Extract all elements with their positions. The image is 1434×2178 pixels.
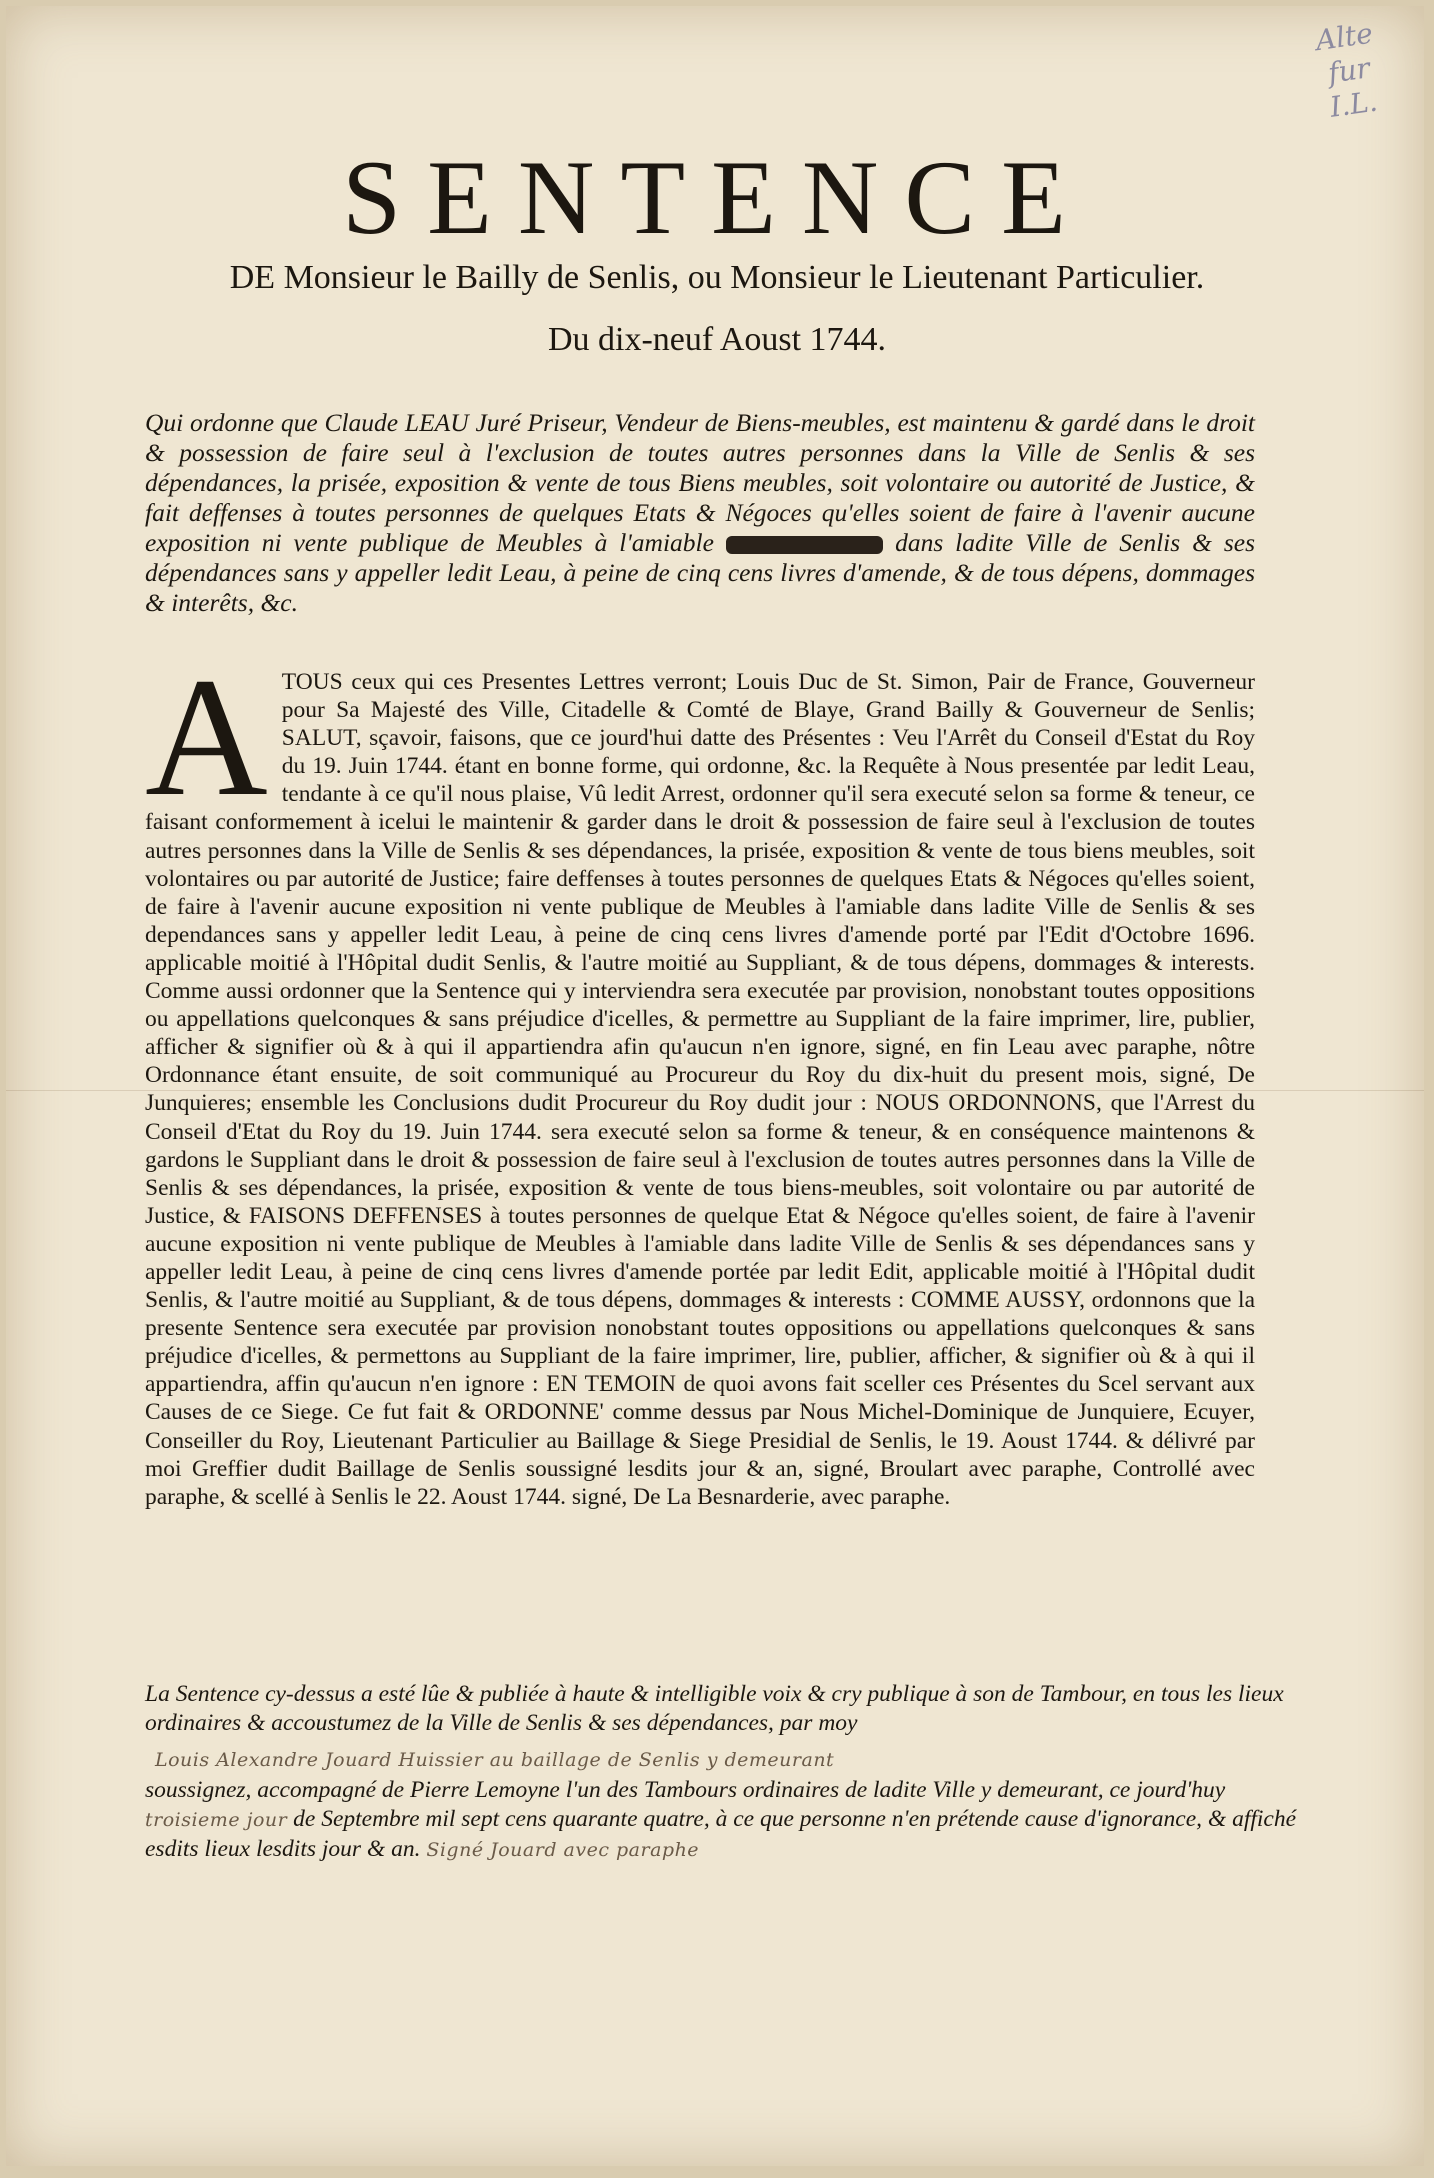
margin-note-line: I.L. bbox=[1327, 84, 1380, 124]
document-title: SENTENCE bbox=[342, 139, 1092, 256]
main-body-text: TOUS ceux qui ces Presentes Lettres verront; Louis Duc de St. Simon, Pair de France, Gouverneur pour Sa Majesté des Ville, Citadelle & Comté de Blaye, Grand Bailly & Gouverneur de Senlis; SALUT, sçavoir, faisons, que ce jourd'hui datte des Présentes : Veu l'Arrêt du Conseil d'Estat du Roy du 19. Juin 1744. étant en bonne forme, qui ordonne, &c. la Requête à Nous presentée par ledit Leau, tendante à ce qu'il nous plaise, Vû ledit Arrest, ordonner qu'il sera executé selon sa forme & teneur, ce faisant conformement à icelui le maintenir & garder dans le droit & possession de faire seul à l'exclusion de toutes autres personnes dans la Ville de Senlis & ses dépendances, la prisée, exposition & vente de tous biens meubles, soit volontaires ou par autorité de Justice; faire deffenses à toutes personnes de quelques Etats & Négoces qu'elles soient, de faire à l'avenir aucune exposition ni vente publique de Meubles à l'amiable dans ladite Ville de Senlis & ses dependances sans y appeller ledit Leau, à peine de cinq cens livres d'amende porté par l'Edit d'Octobre 1696. applicable moitié à l'Hôpital dudit Senlis, & l'autre moitié au Suppliant, & de tous dépens, dommages & interests. Comme aussi ordonner que la Sentence qui y interviendra sera executée par provision, nonobstant toutes oppositions ou appellations quelconques & sans préjudice d'icelles, & permettre au Suppliant de la faire imprimer, lire, publier, afficher & signifier où & à qui il appartiendra afin qu'aucun n'en ignore, signé, en fin Leau avec paraphe, nôtre Ordonnance étant ensuite, de soit communiqué au Procureur du Roy du dix-huit du present mois, signé, De Junquieres; ensemble les Conclusions dudit Procureur du Roy dudit jour : NOUS ORDONNONS, que l'Arrest du Conseil d'Etat du Roy du 19. Juin 1744. sera executé selon sa forme & teneur, & en conséquence maintenons & gardons le Suppliant dans le droit & possession de faire seul à l'exclusion de toutes autres personnes dans la Ville de Senlis & ses dépendances, la prisée, exposition & vente de tous biens-meubles, soit volontaire ou par autorité de Justice, & FAISONS DEFFENSES à toutes personnes de quelque Etat & Négoce qu'elles soient, de faire à l'avenir aucune exposition ni vente publique de Meubles à l'amiable dans ladite Ville de Senlis & ses dépendances sans y appeller ledit Leau, à peine de cinq cens livres d'amende portée par ledit Edit, applicable moitié à l'Hôpital dudit Senlis, & l'autre moitié au Suppliant, & de tous dépens, dommages & interests : COMME AUSSY, ordonnons que la presente Sentence sera executée par provision nonobstant toutes oppositions ou appellations quelconques & sans préjudice d'icelles, & permettons au Suppliant de la faire imprimer, lire, publier, afficher, & signifier où & à qui il appartiendra, affin qu'aucun n'en ignore : EN TEMOIN de quoi avons fait sceller ces Présentes du Scel servant aux Causes de ce Siege. Ce fut fait & ORDONNE' comme dessus par Nous Michel-Dominique de Junquiere, Ecuyer, Conseiller du Roy, Lieutenant Particulier au Baillage & Siege Presidial de Senlis, le 19. Aoust 1744. & délivré par moi Greffier dudit Baillage de Senlis soussigné lesdits jour & an, signé, Broulart avec paraphe, Controllé avec paraphe, & scellé à Senlis le 22. Aoust 1744. signé, De La Besnarderie, avec paraphe. bbox=[145, 669, 1255, 1510]
struck-out-text bbox=[726, 536, 883, 554]
handwritten-bailiff-name: Louis Alexandre Jouard Huissier au baillage de Senlis y demeurant bbox=[155, 1749, 835, 1771]
summary-paragraph bbox=[145, 408, 1255, 618]
handwritten-signature: Signé Jouard avec paraphe bbox=[426, 1839, 700, 1861]
document-date: Du dix-neuf Aoust 1744. bbox=[547, 321, 887, 358]
handwritten-day: troisieme jour bbox=[145, 1809, 288, 1831]
summary-text: Qui ordonne que Claude LEAU Juré Priseur, Vendeur de Biens-meubles, est maintenu & gardé dans le droit & possession de faire seul à l'exclusion de toutes autres personnes dans la Ville de Senlis & ses dépendances, la prisée, exposition & vente de tous Biens meubles, soit volontaire ou autorité de Justice, & fait deffenses à toutes personnes de quelques Etats & Négoces qu'elles soient de faire à l'avenir aucune exposition ni vente publique de Meubles à l'amiable bbox=[145, 408, 1255, 557]
publication-text-2: soussignez, accompagné de Pierre Lemoyne l'un des Tambours ordinaires de ladite Ville y demeurant, ce jourd'huy bbox=[145, 1777, 1226, 1803]
margin-note-line: Alte bbox=[1313, 16, 1375, 58]
drop-capital: A bbox=[145, 643, 268, 831]
margin-note-handwritten bbox=[1297, 14, 1400, 128]
summary-text-continued: dans ladite Ville de Senlis & ses dépendances sans y appeller ledit Leau, à peine de cinq cens livres d'amende, & de tous dépens, dommages & interêts, &c. bbox=[145, 528, 1256, 617]
document-subtitle: DE Monsieur le Bailly de Senlis, ou Monsieur le Lieutenant Particulier. bbox=[229, 259, 1205, 296]
margin-note-line: fur bbox=[1325, 51, 1372, 90]
main-body bbox=[145, 643, 1255, 1511]
publication-notice bbox=[145, 1680, 1315, 1865]
publication-text-1: La Sentence cy-dessus a esté lûe & publiée à haute & intelligible voix & cry publique à son de Tambour, en tous les lieux ordinaires & accoustumez de la Ville de Senlis & ses dépendances, par moy bbox=[145, 1681, 1284, 1736]
publication-text-3: de Septembre mil sept cens quarante quatre, à ce que personne n'en prétende cause d'ignorance, & affiché esdits lieux lesdits jour & an. bbox=[145, 1806, 1297, 1862]
